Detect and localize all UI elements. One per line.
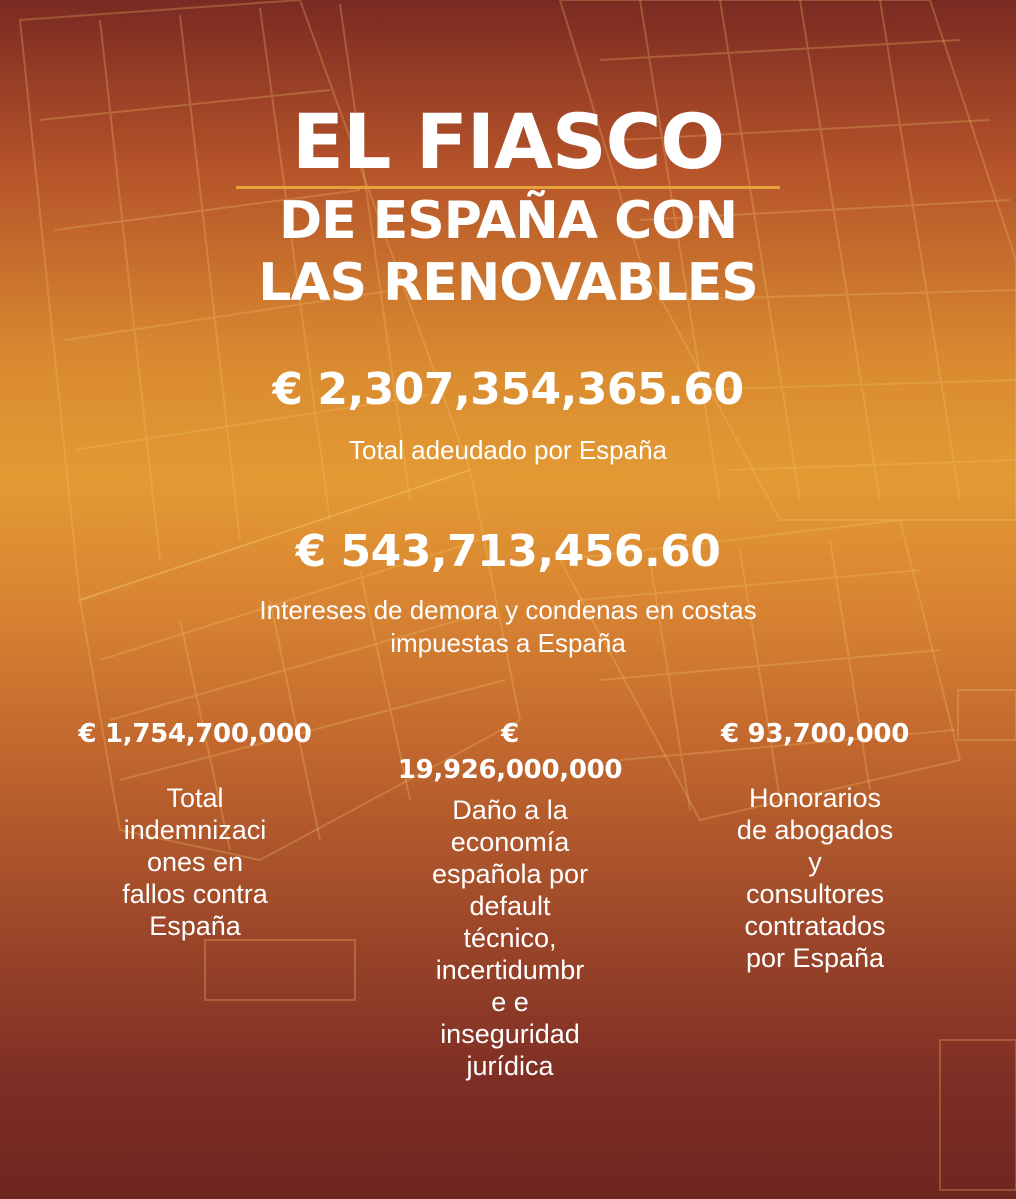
legal-fees-line: Honorarios — [748, 783, 882, 813]
legal-fees-line: y — [808, 847, 822, 877]
compensation-column — [40, 716, 350, 942]
interest-amount: € 543,713,456.60 — [295, 526, 721, 577]
headline-line-1: EL FIASCO — [292, 97, 724, 186]
headline — [232, 97, 784, 313]
legal-fees-line: contratados — [744, 911, 886, 941]
compensation-line: España — [149, 911, 241, 941]
legal-fees-line: por España — [745, 943, 885, 973]
legal-fees-description — [665, 782, 965, 974]
economic-damage-line: default — [469, 891, 551, 921]
economic-damage-description — [360, 794, 660, 1082]
compensation-description — [40, 782, 350, 942]
headline-line-2: DE ESPAÑA CON — [278, 191, 738, 251]
economic-damage-line: e e — [491, 987, 529, 1017]
economic-damage-line: española por — [431, 859, 589, 889]
compensation-line: indemnizaci — [123, 815, 267, 845]
headline-divider — [236, 186, 780, 189]
economic-damage-line: Daño a la — [452, 795, 568, 825]
compensation-amount: € 1,754,700,000 — [78, 719, 312, 749]
economic-damage-line: economía — [450, 827, 570, 857]
compensation-line: Total — [166, 783, 224, 813]
economic-damage-line: jurídica — [466, 1051, 554, 1081]
economic-damage-line: técnico, — [463, 923, 557, 953]
legal-fees-line: consultores — [745, 879, 885, 909]
legal-fees-column — [665, 716, 965, 974]
compensation-line: fallos contra — [122, 879, 268, 909]
legal-fees-line: de abogados — [736, 815, 894, 845]
legal-fees-amount: € 93,700,000 — [720, 719, 910, 749]
headline-line-3: LAS RENOVABLES — [258, 253, 758, 313]
interest-label-line-1: Intereses de demora y condenas en costas — [259, 595, 757, 625]
economic-damage-column — [360, 716, 660, 1082]
economic-damage-line: inseguridad — [440, 1019, 580, 1049]
economic-damage-amount: 19,926,000,000 — [397, 755, 623, 785]
total-owed-label: Total adeudado por España — [348, 435, 668, 465]
compensation-line: ones en — [146, 847, 244, 877]
economic-damage-currency: € — [501, 719, 519, 749]
economic-damage-line: incertidumbr — [435, 955, 585, 985]
total-owed-amount: € 2,307,354,365.60 — [272, 364, 744, 415]
interest-label-line-2: impuestas a España — [390, 628, 626, 658]
